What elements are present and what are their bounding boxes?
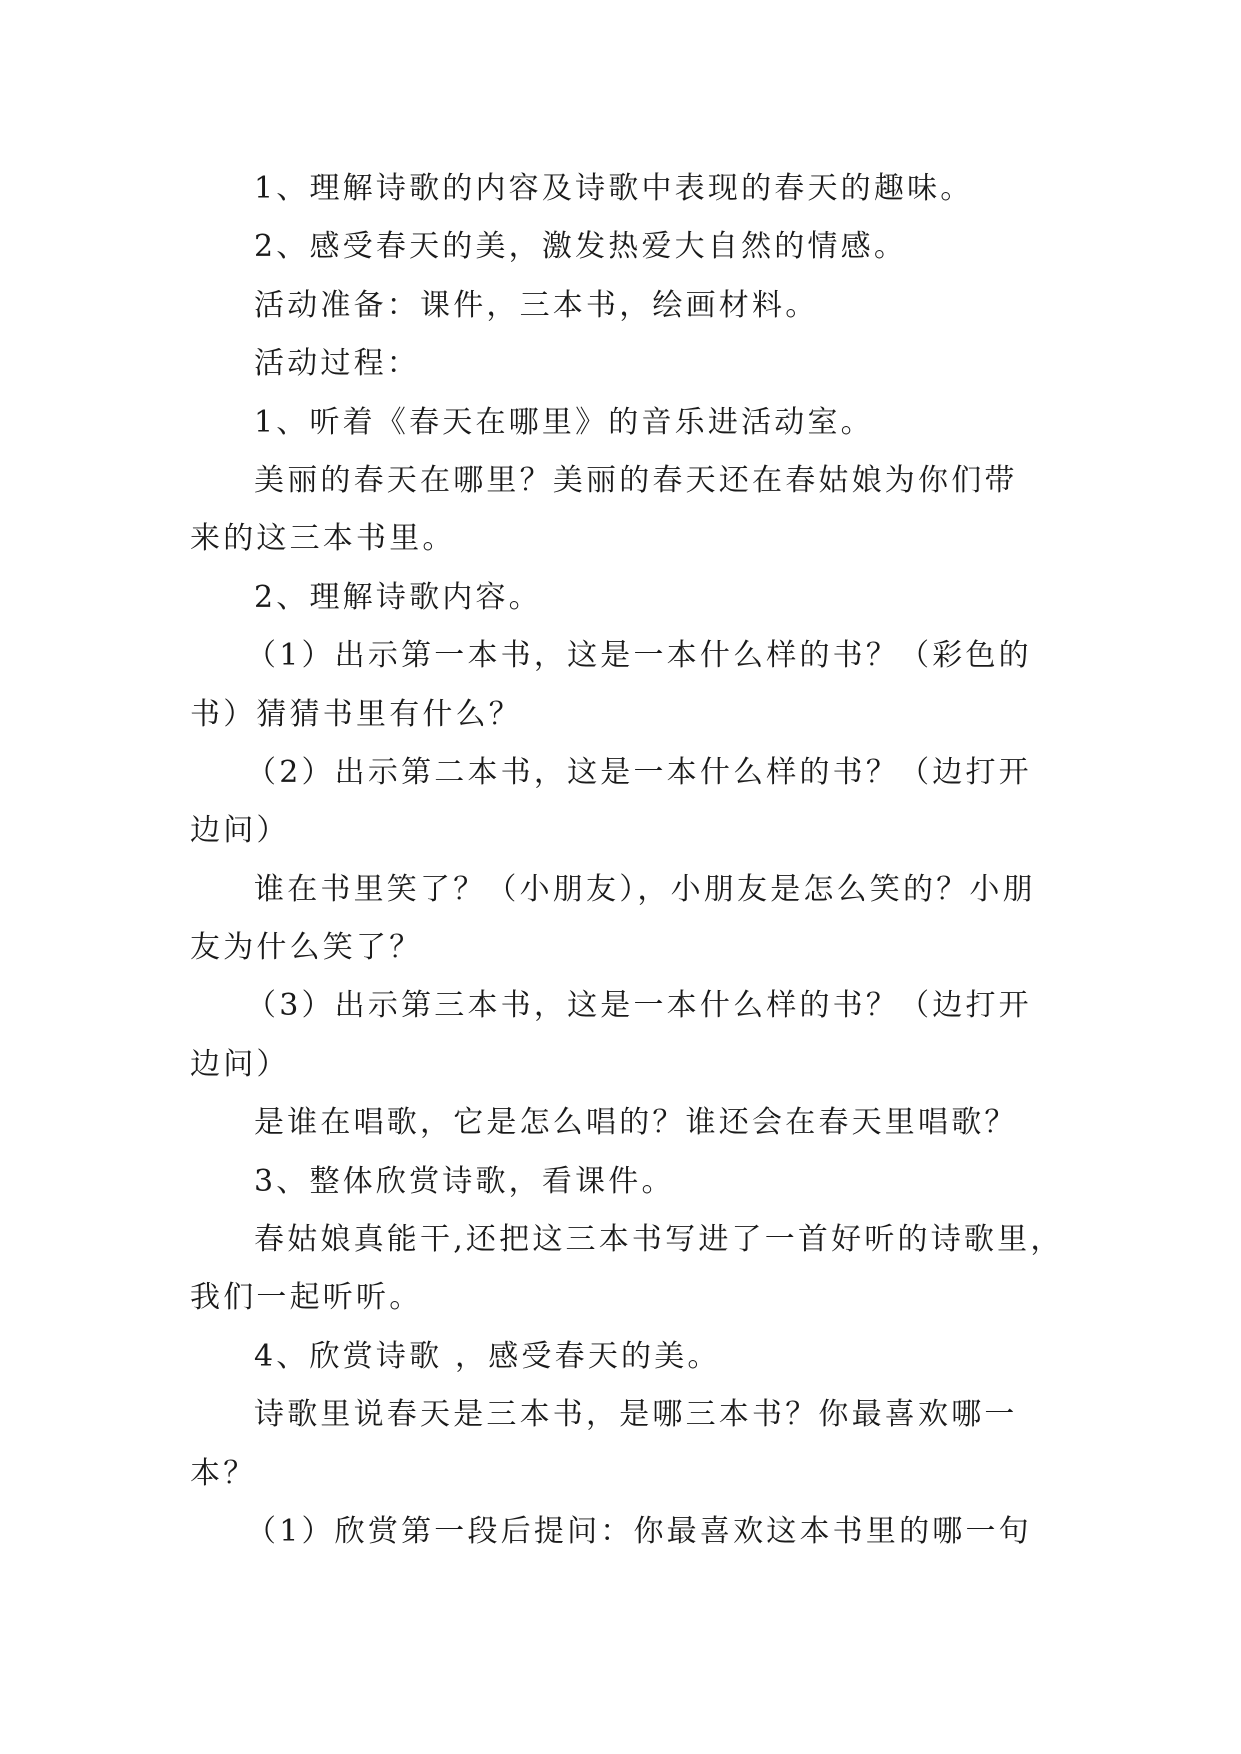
paragraph-line: 4、欣赏诗歌 ，感受春天的美。 [254,1338,721,1374]
paragraph-line: 边问） [190,813,290,849]
paragraph-line: 1、听着《春天在哪里》的音乐进活动室。 [254,404,874,440]
paragraph-line: 书）猜猜书里有什么？ [190,696,522,732]
paragraph-line: 美丽的春天在哪里？美丽的春天还在春姑娘为你们带 [254,462,1018,498]
paragraph-line: 3、整体欣赏诗歌，看课件。 [254,1163,675,1199]
paragraph-line: 边问） [190,1046,290,1082]
document-page [190,160,1064,1561]
paragraph-line: 友为什么笑了？ [190,930,423,966]
paragraph-line: 来的这三本书里。 [190,521,456,557]
paragraph-line: （1）欣赏第一段后提问：你最喜欢这本书里的哪一句 [246,1513,1032,1549]
paragraph-line: （2）出示第二本书，这是一本什么样的书？（边打开 [246,754,1032,790]
paragraph-line: 诗歌里说春天是三本书，是哪三本书？你最喜欢哪一 [254,1397,1018,1433]
paragraph-line: （3）出示第三本书，这是一本什么样的书？（边打开 [246,988,1032,1024]
paragraph-line: 我们一起听听。 [190,1280,423,1316]
paragraph-line: 1、理解诗歌的内容及诗歌中表现的春天的趣味。 [254,171,974,206]
paragraph-line: 活动过程： [254,346,420,382]
paragraph-line: 2、理解诗歌内容。 [254,579,542,615]
paragraph-line: 2、感受春天的美，激发热爱大自然的情感。 [254,229,908,265]
paragraph-line: 活动准备：课件，三本书，绘画材料。 [254,287,819,323]
paragraph-line: 是谁在唱歌，它是怎么唱的？谁还会在春天里唱歌？ [254,1105,1018,1141]
paragraph-line: （1）出示第一本书，这是一本什么样的书？（彩色的 [246,638,1032,674]
paragraph-line: 本？ [190,1455,257,1491]
paragraph-line: 谁在书里笑了？（小朋友），小朋友是怎么笑的？小朋 [254,871,1036,907]
paragraph-line: 春姑娘真能干,还把这三本书写进了一首好听的诗歌里， [254,1222,1064,1258]
